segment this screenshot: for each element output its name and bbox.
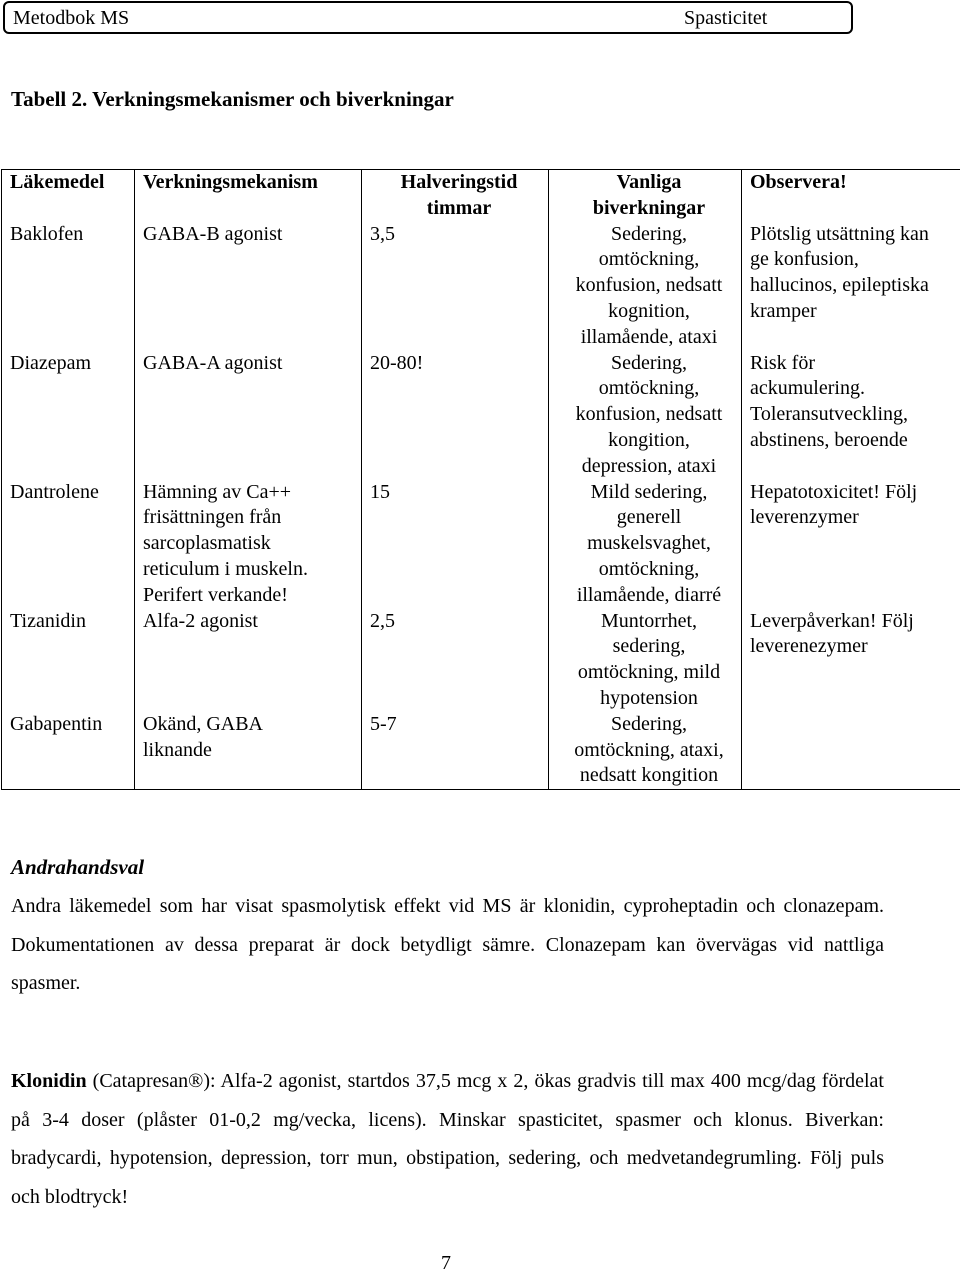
column-header-mechanism: Verkningsmekanism — [135, 170, 362, 222]
table-header-row — [2, 170, 960, 222]
page-number: 7 — [441, 1252, 451, 1274]
drug-name: Gabapentin — [2, 712, 135, 790]
side-effects: Sedering, omtöckning, konfusion, nedsatt kognition, illamående, ataxi — [549, 222, 742, 351]
side-effects: Mild sedering, generell muskelsvaghet, omtöckning, illamående, diarré — [549, 480, 742, 609]
table-row — [2, 609, 960, 712]
section-heading: Andrahandsval — [11, 855, 145, 879]
note: Hepatotoxicitet! Följ leverenzymer — [742, 480, 960, 609]
half-life: 2,5 — [362, 609, 549, 712]
page-header — [3, 1, 853, 34]
mechanism: GABA-B agonist — [135, 222, 362, 351]
half-life: 3,5 — [362, 222, 549, 351]
section-paragraph: Andra läkemedel som har visat spasmolytisk effekt vid MS är klonidin, cyproheptadin och clonazepam. Dokumentationen av dessa preparat är dock betydligt sämre. Clonazepam kan övervägas vid nattliga spasmer. — [11, 895, 884, 994]
drug-name: Baklofen — [2, 222, 135, 351]
note: Plötslig utsättning kan ge konfusion, hallucinos, epileptiska kramper — [742, 222, 960, 351]
mechanism: Hämning av Ca++ frisättningen från sarcoplasmatisk reticulum i muskeln. Perifert verkande! — [135, 480, 362, 609]
drug-name: Dantrolene — [2, 480, 135, 609]
half-life: 15 — [362, 480, 549, 609]
table-row — [2, 222, 960, 351]
column-header-drug: Läkemedel — [2, 170, 135, 222]
note: Leverpåverkan! Följ leverenezymer — [742, 609, 960, 712]
note — [742, 712, 960, 790]
table-row — [2, 480, 960, 609]
drug-name: Diazepam — [2, 351, 135, 480]
mechanism: Alfa-2 agonist — [135, 609, 362, 712]
drug-table — [1, 169, 960, 790]
column-header-side-effects: Vanliga biverkningar — [549, 170, 742, 222]
mechanism: GABA-A agonist — [135, 351, 362, 480]
drug-name: Tizanidin — [2, 609, 135, 712]
side-effects: Sedering, omtöckning, konfusion, nedsatt kongition, depression, ataxi — [549, 351, 742, 480]
table-title: Tabell 2. Verkningsmekanismer och biverkningar — [11, 87, 454, 111]
half-life: 20-80! — [362, 351, 549, 480]
table-row — [2, 712, 960, 790]
half-life: 5-7 — [362, 712, 549, 790]
column-header-half-life: Halveringstid timmar — [362, 170, 549, 222]
column-header-note: Observera! — [742, 170, 960, 222]
note: Risk för ackumulering. Toleransutveckling, abstinens, beroende — [742, 351, 960, 480]
side-effects: Sedering, omtöckning, ataxi, nedsatt kongition — [549, 712, 742, 790]
header-title: Metodbok MS — [13, 7, 130, 29]
table-row — [2, 351, 960, 480]
klonidin-text: (Catapresan®): Alfa-2 agonist, startdos 37,5 mcg x 2, ökas gradvis till max 400 mcg/dag fördelat på 3-4 doser (plåster 01-0,2 mg/vecka, licens). Minskar spasticitet, spasmer och klonus. Biverkan: bradycardi, hypotension, depression, torr mun, obstipation, sedering, och medvetandegrumling. Följ puls och blodtryck! — [11, 1070, 884, 1208]
header-section: Spasticitet — [684, 7, 768, 29]
side-effects: Muntorrhet, sedering, omtöckning, mild hypotension — [549, 609, 742, 712]
klonidin-label: Klonidin — [11, 1070, 87, 1092]
klonidin-paragraph — [11, 1062, 884, 1216]
mechanism: Okänd, GABA liknande — [135, 712, 362, 790]
